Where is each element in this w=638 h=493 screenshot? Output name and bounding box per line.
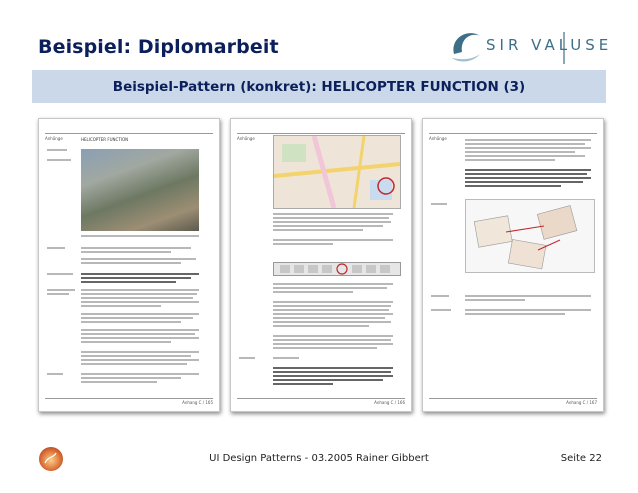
document-page-1 bbox=[38, 118, 220, 412]
page-header: Anhänge bbox=[237, 125, 405, 134]
document-page-2 bbox=[230, 118, 412, 412]
swirl-logo-icon bbox=[452, 33, 480, 61]
toolbar-screenshot-image bbox=[273, 262, 401, 276]
page-footer: Anhang C / 165 bbox=[45, 398, 213, 405]
map-screenshot-image bbox=[273, 135, 401, 209]
document-panel bbox=[32, 103, 606, 420]
logo-wordmark: SIR VALUSE bbox=[486, 36, 613, 54]
subtitle-text: Beispiel-Pattern (konkret): HELICOPTER FUNCTION (3) bbox=[112, 79, 526, 95]
page-number: Seite 22 bbox=[560, 453, 602, 464]
page-heading: HELICOPTER FUNCTION bbox=[81, 137, 129, 142]
page-header: Anhänge bbox=[45, 125, 213, 134]
page-footer: Anhang C / 167 bbox=[429, 398, 597, 405]
page-header: Anhänge bbox=[429, 125, 597, 134]
slide-title: Beispiel: Diplomarbeit bbox=[38, 36, 279, 58]
footer-text: UI Design Patterns - 03.2005 Rainer Gibbert bbox=[209, 453, 429, 464]
document-page-3 bbox=[422, 118, 604, 412]
page-footer: Anhang C / 166 bbox=[237, 398, 405, 405]
subtitle-bar bbox=[32, 70, 606, 103]
aerial-photo-image bbox=[81, 149, 199, 231]
sequence-diagram-image bbox=[465, 199, 595, 273]
